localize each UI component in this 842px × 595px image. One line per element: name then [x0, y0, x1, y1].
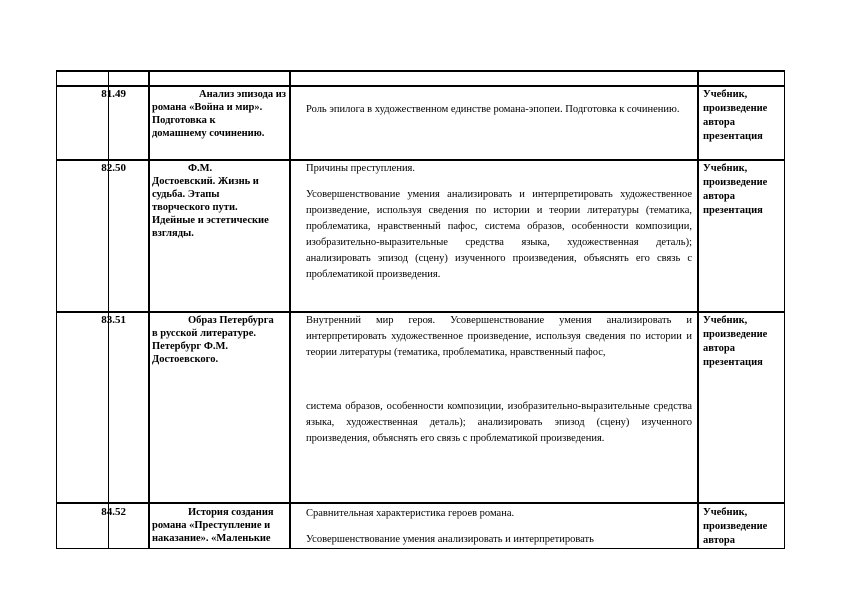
topic-line: Ф.М. [188, 163, 213, 174]
resource-line: Учебник, [703, 315, 748, 326]
topic-line: романа «Преступление и [152, 520, 271, 531]
content-paragraph: Причины преступления. [306, 163, 416, 174]
resource-line: автора [703, 343, 736, 354]
row-divider-3 [56, 502, 785, 504]
topic-line: судьба. Этапы [152, 189, 220, 200]
resource-line: автора [703, 191, 736, 202]
topic-line: Идейные и эстетические [152, 215, 269, 226]
resource-line: произведение [703, 177, 768, 188]
topic-line: История создания [188, 507, 274, 518]
topic-line: в русской литературе. [152, 328, 257, 339]
lesson-number: 83.51 [101, 314, 126, 326]
resource-line: презентация [703, 357, 763, 368]
resource-line: произведение [703, 521, 768, 532]
lesson-resources [703, 506, 783, 548]
lesson-topic [152, 506, 286, 548]
resource-line: презентация [703, 131, 763, 142]
col-border-3 [289, 70, 291, 549]
lesson-content [306, 313, 692, 447]
resource-line: Учебник, [703, 89, 748, 100]
lesson-content [306, 161, 692, 283]
topic-line: Петербург Ф.М. [152, 341, 228, 352]
resource-line: автора [703, 117, 736, 128]
lesson-number: 81.49 [101, 88, 126, 100]
content-paragraph: Сравнительная характеристика героев романа. [306, 508, 515, 519]
resource-line: произведение [703, 103, 768, 114]
content-paragraph: Усовершенствование умения анализировать и интерпретировать художественное произведение, используя сведения по истории и теории литературы (тематика, проблематика, нравственный пафос, система образов, особенности композиции, изобразительно-выразительные средства языка, художественная деталь); анализировать эпизод (сцену) изученного произведения, объяснять его связь с проблематикой произведения. [306, 189, 692, 280]
col-border-right [784, 70, 785, 549]
col-border-1 [108, 70, 109, 549]
lesson-content [306, 506, 692, 548]
resource-line: автора [703, 535, 736, 546]
topic-line: творческого пути. [152, 202, 238, 213]
table-border-bottom [56, 548, 785, 549]
col-border-2 [148, 70, 150, 549]
resource-line: произведение [703, 329, 768, 340]
lesson-resources [703, 314, 783, 370]
content-paragraph: система образов, особенности композиции, изобразительно-выразительные средства языка, художественная деталь); анализировать эпизод (сцену) изученного произведения, объяснять его связь с проблематикой произведения. [306, 401, 692, 444]
lesson-topic [152, 162, 286, 240]
resource-line: Учебник, [703, 507, 748, 518]
topic-line: Достоевского. [152, 354, 219, 365]
col-border-left [56, 70, 57, 549]
table-border-top [56, 70, 785, 72]
topic-line: Достоевский. Жизнь и [152, 176, 259, 187]
topic-line: наказание». «Маленькие [152, 533, 271, 544]
content-paragraph: Усовершенствование умения анализировать и интерпретировать [306, 534, 594, 545]
header-row-bottom [56, 85, 785, 87]
resource-line: Учебник, [703, 163, 748, 174]
topic-line: Образ Петербурга [188, 315, 274, 326]
lesson-resources [703, 88, 783, 144]
resource-line: презентация [703, 205, 763, 216]
col-border-4 [697, 70, 699, 549]
lesson-number: 82.50 [101, 162, 126, 174]
lesson-topic [152, 88, 286, 140]
lesson-number: 84.52 [101, 506, 126, 518]
topic-line: Анализ эпизода из [199, 89, 286, 100]
topic-line: романа «Война и мир». [152, 102, 263, 113]
topic-line: взгляды. [152, 228, 194, 239]
content-paragraph: Роль эпилога в художественном единстве романа-эпопеи. Подготовка к сочинению. [306, 104, 680, 115]
lesson-content [306, 102, 692, 118]
content-paragraph: Внутренний мир героя. Усовершенствование умения анализировать и интерпретировать художественное произведение, используя сведения по истории и теории литературы (тематика, проблематика, нравственный пафос, [306, 315, 692, 358]
lesson-resources [703, 162, 783, 218]
lesson-topic [152, 314, 286, 366]
topic-line: Подготовка к [152, 115, 216, 126]
topic-line: домашнему сочинению. [152, 128, 265, 139]
